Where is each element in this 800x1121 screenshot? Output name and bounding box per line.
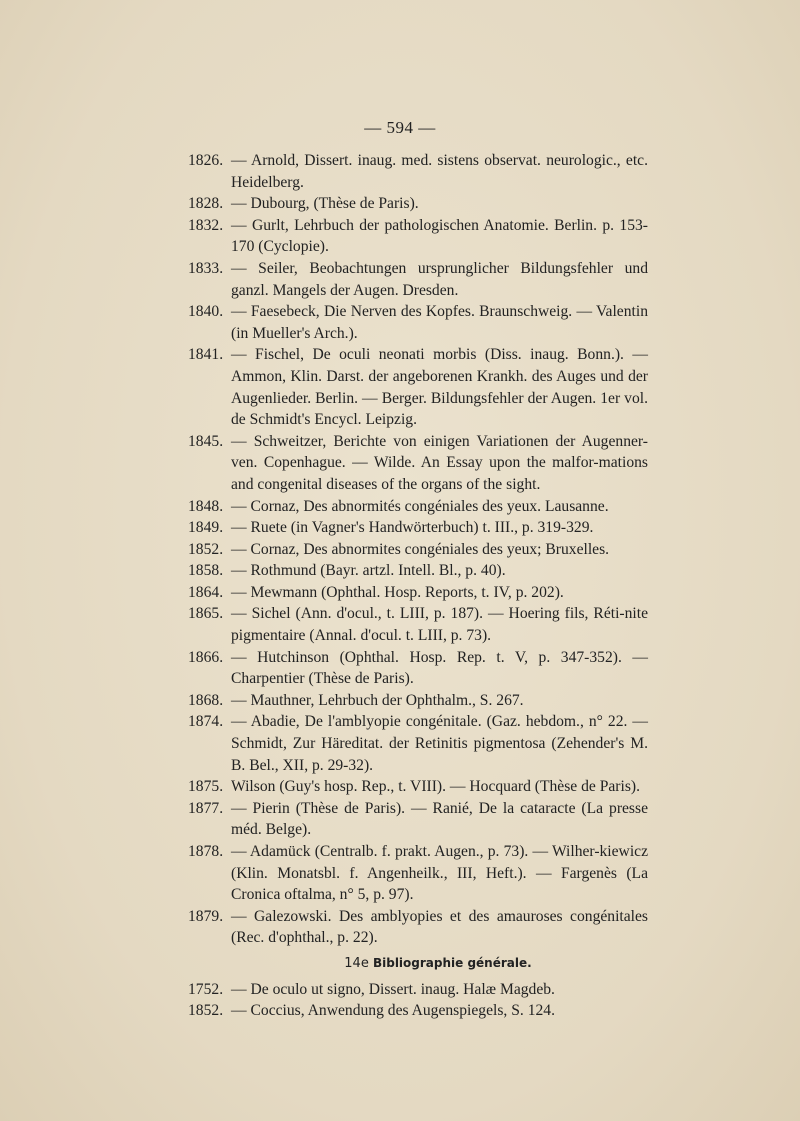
entry-text: — Seiler, Beobachtungen ursprunglicher Bildungsfehler und ganzl. Mangels der Augen. Dresden. [231,259,648,299]
entry-text: — Cornaz, Des abnormites congéniales des yeux; Bruxelles. [231,540,610,558]
entry-year: 1864. [188,583,224,601]
entry-text: — Sichel (Ann. d'ocul., t. LIII, p. 187). — Hoering fils, Réti-nite pigmentaire (Annal. d'ocul. t. LIII, p. 73). [231,605,648,645]
entry-year: 1841. [188,346,224,364]
entry-text: — Faesebeck, Die Nerven des Kopfes. Braunschweig. — Valentin (in Mueller's Arch.). [231,303,648,342]
entry-year: 1858. [188,562,224,580]
entry-text: — Dubourg, (Thèse de Paris). [231,195,419,213]
bibliography-entry [188,517,648,539]
bibliography-entry [188,193,648,215]
bibliography-entry [188,496,648,518]
bibliography-entry [188,431,648,496]
bibliography-entry [188,979,648,1001]
bibliography-entry [188,776,648,798]
entry-text: — Cornaz, Des abnormités congéniales des yeux. Lausanne. [231,497,609,515]
entry-year: 1832. [188,216,224,234]
bibliography-entry [188,301,648,344]
entry-year: 1879. [188,907,224,925]
entry-text: — Rothmund (Bayr. artzl. Intell. Bl., p. 40). [231,562,506,580]
entry-text: — Galezowski. Des amblyopies et des amauroses congénitales (Rec. d'ophthal., p. 22). [231,907,648,947]
entry-year: 1877. [188,799,224,817]
entry-text: — Mauthner, Lehrbuch der Ophthalm., S. 267. [231,691,524,709]
page-number: — 594 — [364,118,436,137]
bibliography-entry [188,582,648,604]
bibliography-entry [188,539,648,561]
entry-text: — Pierin (Thèse de Paris). — Ranié, De la cataracte (La presse méd. Belge). [231,799,648,839]
entry-text: — Hutchinson (Ophthal. Hosp. Rep. t. V, p. 347-352). — Charpentier (Thèse de Paris). [231,648,648,688]
bibliography-entry [188,1000,648,1022]
entry-year: 1849. [188,519,224,537]
bibliography-entry [188,215,648,258]
entry-text: — Mewmann (Ophthal. Hosp. Reports, t. IV, p. 202). [231,583,564,601]
bibliography-entry [188,258,648,301]
entry-year: 1868. [188,691,224,709]
entry-text: — Abadie, De l'amblyopie congénitale. (Gaz. hebdom., n° 22. — Schmidt, Zur Häreditat. der Retinitis pigmentosa (Zehender's M. B. Bel., XII, p. 29-32). [231,713,648,774]
bibliography-entry [188,647,648,690]
entry-text: — Arnold, Dissert. inaug. med. sistens observat. neurologic., etc. Heidelberg. [231,152,648,191]
entry-year: 1833. [188,259,224,277]
bibliography-entry [188,344,648,430]
section-number: 14e [344,955,369,971]
entry-text: — Fischel, De oculi neonati morbis (Diss. inaug. Bonn.). — Ammon, Klin. Darst. der angeborenen Krankh. des Auges und der Augenlieder. Berlin. — Berger. Bildungsfehler der Augen. 1er vol. de Schmidt's Encycl. Leipzig. [231,346,648,429]
entries-list-2 [188,979,648,1022]
bibliography-entry [188,841,648,906]
bibliography-entry [188,906,648,949]
entry-year: 1828. [188,195,224,213]
entry-year: 1878. [188,843,224,860]
bibliography-entry [188,560,648,582]
entry-year: 1848. [188,497,224,515]
bibliography-entry [188,150,648,193]
entry-year: 1852. [188,540,224,558]
bibliography-entry [188,603,648,646]
entry-year: 1875. [188,778,224,796]
entry-text: — De oculo ut signo, Dissert. inaug. Halæ Magdeb. [231,980,555,998]
entry-text: — Gurlt, Lehrbuch der pathologischen Anatomie. Berlin. p. 153-170 (Cyclopie). [231,216,648,256]
entry-year: 1865. [188,605,224,623]
section-title: Bibliographie générale. [372,955,532,970]
entry-year: 1840. [188,303,224,321]
entries-list [188,150,648,949]
entry-text: Wilson (Guy's hosp. Rep., t. VIII). — Hocquard (Thèse de Paris). [231,778,640,796]
entry-text: — Coccius, Anwendung des Augenspiegels, S. 124. [231,1002,555,1020]
section-heading [228,953,648,975]
entry-text: — Schweitzer, Berichte von einigen Variationen der Augenner-ven. Copenhague. — Wilde. An Essay upon the malfor-mations and congenital diseases of the organs of the sight. [231,432,648,493]
entry-year: 1866. [188,648,224,666]
entry-year: 1826. [188,152,224,169]
bibliography-entry [188,711,648,776]
bibliography-list [188,150,648,1022]
entry-year: 1852. [188,1002,224,1020]
bibliography-entry [188,690,648,712]
entry-year: 1752. [188,980,224,998]
entry-text: — Ruete (in Vagner's Handwörterbuch) t. III., p. 319-329. [231,519,594,537]
entry-year: 1874. [188,713,224,731]
entry-year: 1845. [188,432,224,450]
entry-text: — Adamück (Centralb. f. prakt. Augen., p. 73). — Wilher-kiewicz (Klin. Monatsbl. f. Angenheilk., III, Heft.). — Fargenès (La Cronica oftalma, n° 5, p. 97). [231,843,648,904]
bibliography-entry [188,798,648,841]
